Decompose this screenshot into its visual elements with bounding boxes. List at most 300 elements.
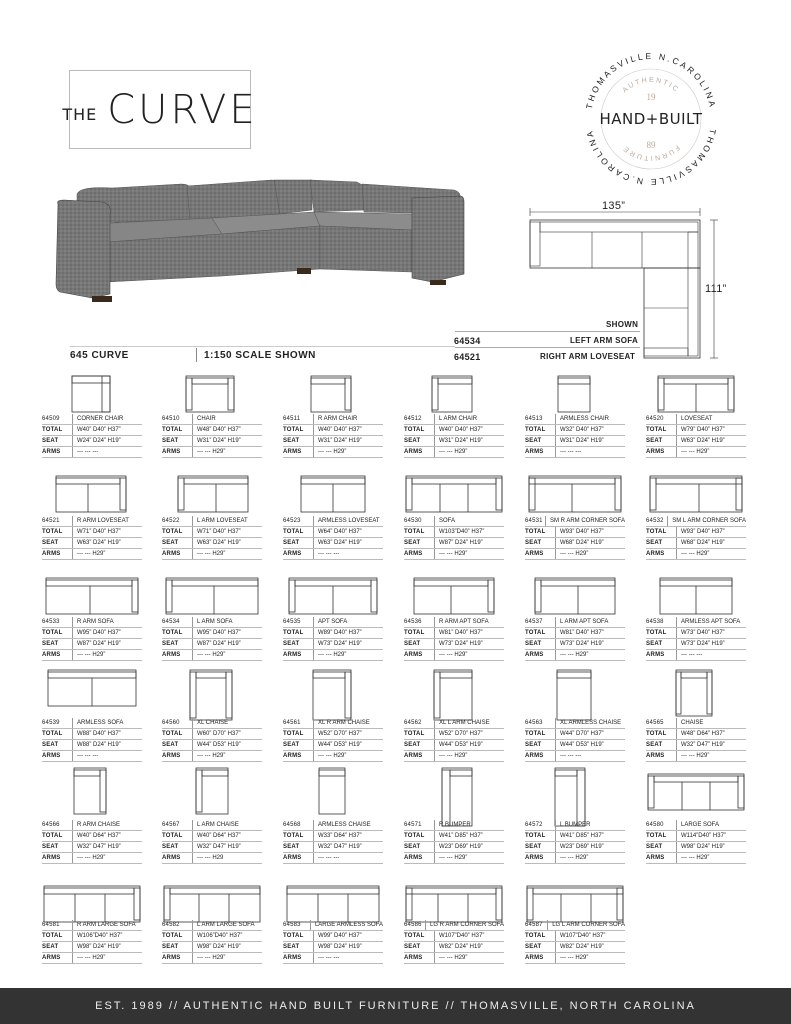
spec-row-code (42, 516, 142, 527)
spec-row-total (404, 931, 504, 942)
spec-key-code: 64567 (162, 822, 180, 828)
spec-value-seat: W73” D24” H19” (434, 639, 504, 649)
product-spec-table (646, 516, 746, 560)
spec-row-total (525, 831, 625, 842)
spec-row-code (283, 820, 383, 831)
spec-key-arms: ARMS (162, 652, 181, 658)
product-item-64586 (404, 880, 504, 961)
product-spec-table (42, 920, 142, 964)
spec-value-name: APT SOFA (313, 617, 383, 627)
spec-row-arms (404, 650, 504, 661)
spec-key-code: 64532 (646, 518, 664, 524)
spec-key-seat: SEAT (525, 742, 542, 748)
footer-text: EST. 1989 // AUTHENTIC HAND BUILT FURNITURE // THOMASVILLE, NORTH CAROLINA (95, 1000, 696, 1012)
spec-key-code: 64563 (525, 720, 543, 726)
spec-value-arms: --- --- H29” (192, 650, 262, 660)
product-spec-table (283, 414, 383, 458)
spec-row-seat (646, 740, 746, 751)
spec-value-arms: --- --- H29” (72, 549, 142, 559)
spec-value-name: LG L ARM CORNER SOFA (547, 920, 625, 930)
spec-value-name: LARGE ARMLESS SOFA (310, 920, 383, 930)
spec-value-name: SM R ARM CORNER SOFA (545, 516, 625, 526)
spec-row-total (404, 527, 504, 538)
spec-value-total: W95” D40” H37” (72, 628, 142, 638)
spec-value-total: W89” D40” H37” (313, 628, 383, 638)
spec-row-total (404, 831, 504, 842)
spec-key-seat: SEAT (404, 438, 421, 444)
collection-name: 645 CURVE (70, 350, 129, 361)
spec-row-seat (283, 740, 383, 751)
header-divider (196, 348, 197, 362)
spec-row-seat (646, 842, 746, 853)
spec-row-total (162, 729, 262, 740)
spec-value-arms: --- --- H29” (555, 650, 625, 660)
spec-row-total (283, 931, 383, 942)
spec-row-code (646, 718, 746, 729)
spec-row-code (646, 617, 746, 628)
spec-row-total (42, 425, 142, 436)
spec-row-code (283, 516, 383, 527)
spec-key-arms: ARMS (42, 955, 61, 961)
product-spec-table (525, 414, 625, 458)
spec-value-name: ARMLESS SOFA (72, 718, 142, 728)
spec-key-total: TOTAL (162, 731, 183, 737)
spec-key-seat: SEAT (525, 844, 542, 850)
spec-row-arms (525, 650, 625, 661)
spec-value-name: L ARM CHAIR (434, 414, 504, 424)
spec-value-total: W95” D40” H37” (192, 628, 262, 638)
spec-key-total: TOTAL (404, 933, 425, 939)
spec-row-seat (162, 842, 262, 853)
spec-row-total (42, 628, 142, 639)
spec-row-arms (646, 650, 746, 661)
spec-row-arms (404, 953, 504, 964)
spec-value-arms: --- --- --- (555, 751, 625, 761)
product-plan-llgsofa (162, 880, 262, 918)
spec-value-seat: W31” D24” H19” (434, 436, 504, 446)
product-item-64565 (646, 668, 746, 759)
product-plan-alove (283, 474, 383, 514)
seal-brand: HAND+BUILT (599, 110, 703, 128)
product-spec-table (525, 920, 625, 964)
product-item-64538 (646, 576, 746, 658)
spec-key-total: TOTAL (525, 731, 546, 737)
spec-value-arms: --- --- H29” (72, 650, 142, 660)
spec-key-total: TOTAL (525, 933, 546, 939)
spec-value-seat: W98” D24” H19” (313, 942, 383, 952)
spec-key-code: 64586 (404, 922, 422, 928)
spec-row-seat (42, 639, 142, 650)
product-spec-table (42, 414, 142, 458)
product-plan-rcsofa (525, 474, 625, 514)
product-item-64509 (42, 374, 142, 455)
spec-row-arms (404, 549, 504, 560)
spec-key-code: 64530 (404, 518, 422, 524)
spec-key-seat: SEAT (404, 844, 421, 850)
spec-key-code: 64513 (525, 416, 543, 422)
divider (455, 331, 640, 332)
spec-row-seat (525, 842, 625, 853)
spec-row-arms (404, 751, 504, 762)
spec-row-total (283, 527, 383, 538)
spec-key-seat: SEAT (525, 944, 542, 950)
spec-key-seat: SEAT (404, 944, 421, 950)
spec-key-arms: ARMS (404, 449, 423, 455)
spec-key-code: 64582 (162, 922, 180, 928)
spec-row-code (42, 617, 142, 628)
spec-value-name: XL L ARM CHAISE (434, 718, 504, 728)
spec-row-arms (283, 447, 383, 458)
spec-value-seat: W24” D24” H19” (72, 436, 142, 446)
spec-key-total: TOTAL (404, 630, 425, 636)
spec-key-seat: SEAT (646, 844, 663, 850)
spec-key-seat: SEAT (283, 438, 300, 444)
spec-row-seat (283, 842, 383, 853)
spec-value-name: CHAIR (192, 414, 262, 424)
spec-row-arms (283, 853, 383, 864)
spec-value-total: W44” D70” H37” (555, 729, 625, 739)
spec-key-code: 64560 (162, 720, 180, 726)
spec-key-seat: SEAT (283, 944, 300, 950)
spec-row-arms (404, 853, 504, 864)
product-item-64562 (404, 668, 504, 759)
spec-row-seat (646, 538, 746, 549)
spec-key-code: 64534 (162, 619, 180, 625)
spec-key-total: TOTAL (283, 427, 304, 433)
spec-value-total: W52” D70” H37” (313, 729, 383, 739)
spec-key-arms: ARMS (525, 855, 544, 861)
spec-value-total: W71” D40” H37” (192, 527, 262, 537)
spec-key-total: TOTAL (404, 529, 425, 535)
spec-key-seat: SEAT (42, 641, 59, 647)
spec-key-arms: ARMS (283, 855, 302, 861)
product-plan-llgc (525, 880, 625, 918)
product-item-64532 (646, 474, 746, 557)
spec-row-seat (42, 436, 142, 447)
seal-year-top: 19 (646, 92, 656, 102)
spec-row-code (646, 820, 746, 831)
product-plan-armless (525, 374, 625, 412)
spec-value-total: W99” D40” H37” (313, 931, 383, 941)
spec-value-total: W40” D40” H37” (313, 425, 383, 435)
spec-key-seat: SEAT (525, 540, 542, 546)
spec-key-total: TOTAL (162, 630, 183, 636)
sectional-sofa-photo (52, 174, 467, 304)
spec-key-arms: ARMS (42, 551, 61, 557)
spec-key-seat: SEAT (162, 742, 179, 748)
spec-value-name: SOFA (434, 516, 504, 526)
spec-value-seat: W31” D24” H19” (192, 436, 262, 446)
spec-value-total: W64” D40” H37” (313, 527, 383, 537)
spec-value-seat: W63” D24” H19” (72, 538, 142, 548)
product-item-64537 (525, 576, 625, 658)
spec-key-total: TOTAL (646, 833, 667, 839)
product-spec-table (646, 718, 746, 762)
spec-key-seat: SEAT (162, 438, 179, 444)
product-item-64580 (646, 766, 746, 861)
spec-key-code: 64521 (42, 518, 60, 524)
product-item-64510 (162, 374, 262, 455)
spec-key-code: 64538 (646, 619, 664, 625)
spec-value-arms: --- --- H29” (313, 751, 383, 761)
spec-key-code: 64509 (42, 416, 60, 422)
product-item-64534 (162, 576, 262, 658)
spec-value-name: LARGE SOFA (676, 820, 746, 830)
spec-row-seat (525, 740, 625, 751)
spec-value-name: ARMLESS CHAISE (313, 820, 383, 830)
scale-note: 1:150 SCALE SHOWN (204, 350, 316, 361)
product-plan-xlrchaise (283, 668, 383, 716)
product-plan-rsofa (42, 576, 142, 615)
spec-row-seat (404, 740, 504, 751)
spec-key-total: TOTAL (646, 630, 667, 636)
product-item-64572 (525, 766, 625, 861)
spec-key-total: TOTAL (525, 833, 546, 839)
seal-year-bottom: 89 (646, 140, 656, 150)
spec-row-total (646, 729, 746, 740)
spec-value-arms: --- --- H29” (676, 751, 746, 761)
spec-row-code (283, 414, 383, 425)
spec-value-name: R BUMPER (434, 820, 504, 830)
spec-key-code: 64568 (283, 822, 301, 828)
spec-key-arms: ARMS (42, 449, 61, 455)
spec-value-arms: --- --- H29” (434, 953, 504, 963)
spec-row-code (404, 617, 504, 628)
spec-row-total (646, 831, 746, 842)
spec-value-seat: W44” D53” H19” (192, 740, 262, 750)
product-plan-rapt (404, 576, 504, 615)
spec-value-seat: W23” D69” H19” (555, 842, 625, 852)
spec-value-total: W106”D40” H37” (192, 931, 262, 941)
spec-value-name: ARMLESS CHAIR (555, 414, 625, 424)
spec-value-total: W41” D85” H37” (555, 831, 625, 841)
footer-bar (0, 988, 791, 1024)
spec-row-code (404, 920, 504, 931)
spec-row-arms (404, 447, 504, 458)
product-item-64520 (646, 374, 746, 455)
product-plan-apt (283, 576, 383, 615)
divider (455, 347, 640, 348)
spec-value-seat: W32” D47” H19” (192, 842, 262, 852)
spec-key-arms: ARMS (646, 449, 665, 455)
spec-row-arms (525, 853, 625, 864)
spec-row-code (525, 516, 625, 527)
spec-row-total (404, 628, 504, 639)
spec-row-total (646, 425, 746, 436)
seal-furniture: FURNITURE (621, 143, 681, 162)
product-item-64531 (525, 474, 625, 557)
product-spec-table (525, 718, 625, 762)
spec-row-total (162, 831, 262, 842)
spec-value-name: ARMLESS APT SOFA (676, 617, 746, 627)
spec-key-arms: ARMS (525, 753, 544, 759)
spec-key-code: 64580 (646, 822, 664, 828)
spec-value-name: L ARM LARGE SOFA (192, 920, 262, 930)
spec-value-arms: --- --- H29” (434, 447, 504, 457)
spec-row-total (283, 729, 383, 740)
spec-value-name: R ARM LOVESEAT (72, 516, 142, 526)
spec-key-code: 64531 (525, 518, 543, 524)
product-plan-lgsofa (646, 766, 746, 818)
spec-value-total: W40” D40” H37” (72, 425, 142, 435)
product-spec-table (42, 820, 142, 864)
depth-dimension-label: 111” (705, 283, 727, 295)
spec-row-arms (646, 853, 746, 864)
product-spec-table (404, 920, 504, 964)
spec-row-seat (646, 639, 746, 650)
spec-row-code (525, 617, 625, 628)
product-spec-table (404, 516, 504, 560)
spec-key-arms: ARMS (525, 551, 544, 557)
spec-key-code: 64581 (42, 922, 60, 928)
product-item-64587 (525, 880, 625, 961)
product-item-64567 (162, 766, 262, 861)
spec-row-code (404, 414, 504, 425)
spec-row-total (525, 729, 625, 740)
spec-key-arms: ARMS (525, 955, 544, 961)
product-item-64521 (42, 474, 142, 557)
spec-value-name: L ARM SOFA (192, 617, 262, 627)
spec-key-seat: SEAT (404, 742, 421, 748)
spec-value-seat: W87” D24” H19” (192, 639, 262, 649)
spec-row-seat (42, 942, 142, 953)
spec-key-arms: ARMS (404, 652, 423, 658)
product-spec-table (646, 820, 746, 864)
spec-key-total: TOTAL (404, 731, 425, 737)
spec-value-total: W40” D40” H37” (434, 425, 504, 435)
spec-value-total: W106”D40” H37” (72, 931, 142, 941)
spec-value-name: XL CHAISE (192, 718, 262, 728)
product-spec-table (283, 820, 383, 864)
spec-value-arms: --- --- --- (72, 751, 142, 761)
spec-row-seat (283, 942, 383, 953)
product-plan-xlchaise (162, 668, 262, 716)
spec-value-arms: --- --- H29” (313, 650, 383, 660)
spec-key-seat: SEAT (42, 438, 59, 444)
spec-value-arms: --- --- H29” (676, 853, 746, 863)
spec-row-arms (162, 650, 262, 661)
spec-value-seat: W32” D47” H19” (313, 842, 383, 852)
spec-row-seat (283, 436, 383, 447)
spec-row-arms (646, 751, 746, 762)
spec-value-arms: --- --- H29” (434, 650, 504, 660)
spec-value-total: W103”D40” H37” (434, 527, 504, 537)
spec-value-total: W114”D40” H37” (676, 831, 746, 841)
seal-authentic: AUTHENTIC (621, 76, 681, 95)
spec-value-seat: W82” D24” H19” (434, 942, 504, 952)
spec-key-seat: SEAT (162, 641, 179, 647)
spec-key-total: TOTAL (42, 427, 63, 433)
spec-row-arms (525, 953, 625, 964)
spec-value-seat: W73” D24” H19” (555, 639, 625, 649)
product-plan-rbumper (404, 766, 504, 818)
spec-row-arms (42, 953, 142, 964)
spec-row-arms (646, 549, 746, 560)
spec-row-total (42, 931, 142, 942)
spec-key-arms: ARMS (42, 652, 61, 658)
product-plan-asofa (42, 668, 142, 716)
spec-key-code: 64536 (404, 619, 422, 625)
spec-key-total: TOTAL (162, 933, 183, 939)
spec-value-name: L ARM LOVESEAT (192, 516, 262, 526)
spec-row-arms (646, 447, 746, 458)
spec-key-total: TOTAL (42, 731, 63, 737)
spec-value-seat: W73” D24” H19” (676, 639, 746, 649)
spec-value-total: W73” D40” H37” (676, 628, 746, 638)
product-item-64513 (525, 374, 625, 455)
spec-value-seat: W98” D24” H19” (72, 942, 142, 952)
spec-row-seat (404, 639, 504, 650)
product-item-64511 (283, 374, 383, 455)
spec-value-name: R ARM CHAISE (72, 820, 142, 830)
product-plan-rlgsofa (42, 880, 142, 918)
spec-row-total (525, 425, 625, 436)
spec-key-arms: ARMS (646, 753, 665, 759)
spec-key-arms: ARMS (42, 855, 61, 861)
seal-ring-top: THOMASVILLE N.CAROLINA (583, 50, 719, 110)
spec-value-total: W107”D40” H37” (555, 931, 625, 941)
spec-key-total: TOTAL (42, 933, 63, 939)
spec-row-total (646, 628, 746, 639)
hand-built-seal-logo (576, 44, 726, 194)
spec-value-arms: --- --- H29” (192, 953, 262, 963)
spec-key-code: 64533 (42, 619, 60, 625)
spec-row-code (404, 516, 504, 527)
shown-label: SHOWN (606, 320, 639, 329)
spec-value-name: CORNER CHAIR (72, 414, 142, 424)
spec-row-arms (525, 549, 625, 560)
spec-value-seat: W68” D24” H19” (676, 538, 746, 548)
product-item-64560 (162, 668, 262, 759)
product-plan-sofa (404, 474, 504, 514)
spec-key-total: TOTAL (283, 833, 304, 839)
spec-key-code: 64571 (404, 822, 422, 828)
spec-row-total (646, 527, 746, 538)
product-plan-lchaise (162, 766, 262, 818)
spec-value-name: R ARM LARGE SOFA (72, 920, 142, 930)
spec-row-arms (162, 853, 262, 864)
spec-key-seat: SEAT (42, 844, 59, 850)
spec-row-total (525, 628, 625, 639)
spec-value-arms: --- --- --- (72, 447, 142, 457)
spec-row-code (404, 820, 504, 831)
spec-value-arms: --- --- H29 (192, 853, 262, 863)
spec-key-code: 64535 (283, 619, 301, 625)
product-item-64571 (404, 766, 504, 861)
product-plan-rchair (283, 374, 383, 412)
spec-value-arms: --- --- H29” (555, 853, 625, 863)
spec-row-seat (162, 538, 262, 549)
product-item-64535 (283, 576, 383, 658)
spec-key-total: TOTAL (162, 529, 183, 535)
spec-value-name: LOVESEAT (676, 414, 746, 424)
product-spec-table (283, 718, 383, 762)
spec-value-name: R ARM SOFA (72, 617, 142, 627)
spec-value-name: XL R ARM CHAISE (313, 718, 383, 728)
spec-key-code: 64539 (42, 720, 60, 726)
spec-key-seat: SEAT (525, 641, 542, 647)
spec-row-arms (283, 549, 383, 560)
spec-row-code (646, 516, 746, 527)
spec-row-code (42, 920, 142, 931)
right-piece-code: 64521 (454, 352, 481, 362)
spec-key-arms: ARMS (525, 449, 544, 455)
spec-row-code (283, 617, 383, 628)
product-plan-achaise (283, 766, 383, 818)
spec-value-total: W79” D40” H37” (676, 425, 746, 435)
product-plan-lapt (525, 576, 625, 615)
spec-value-arms: --- --- H29” (676, 549, 746, 559)
